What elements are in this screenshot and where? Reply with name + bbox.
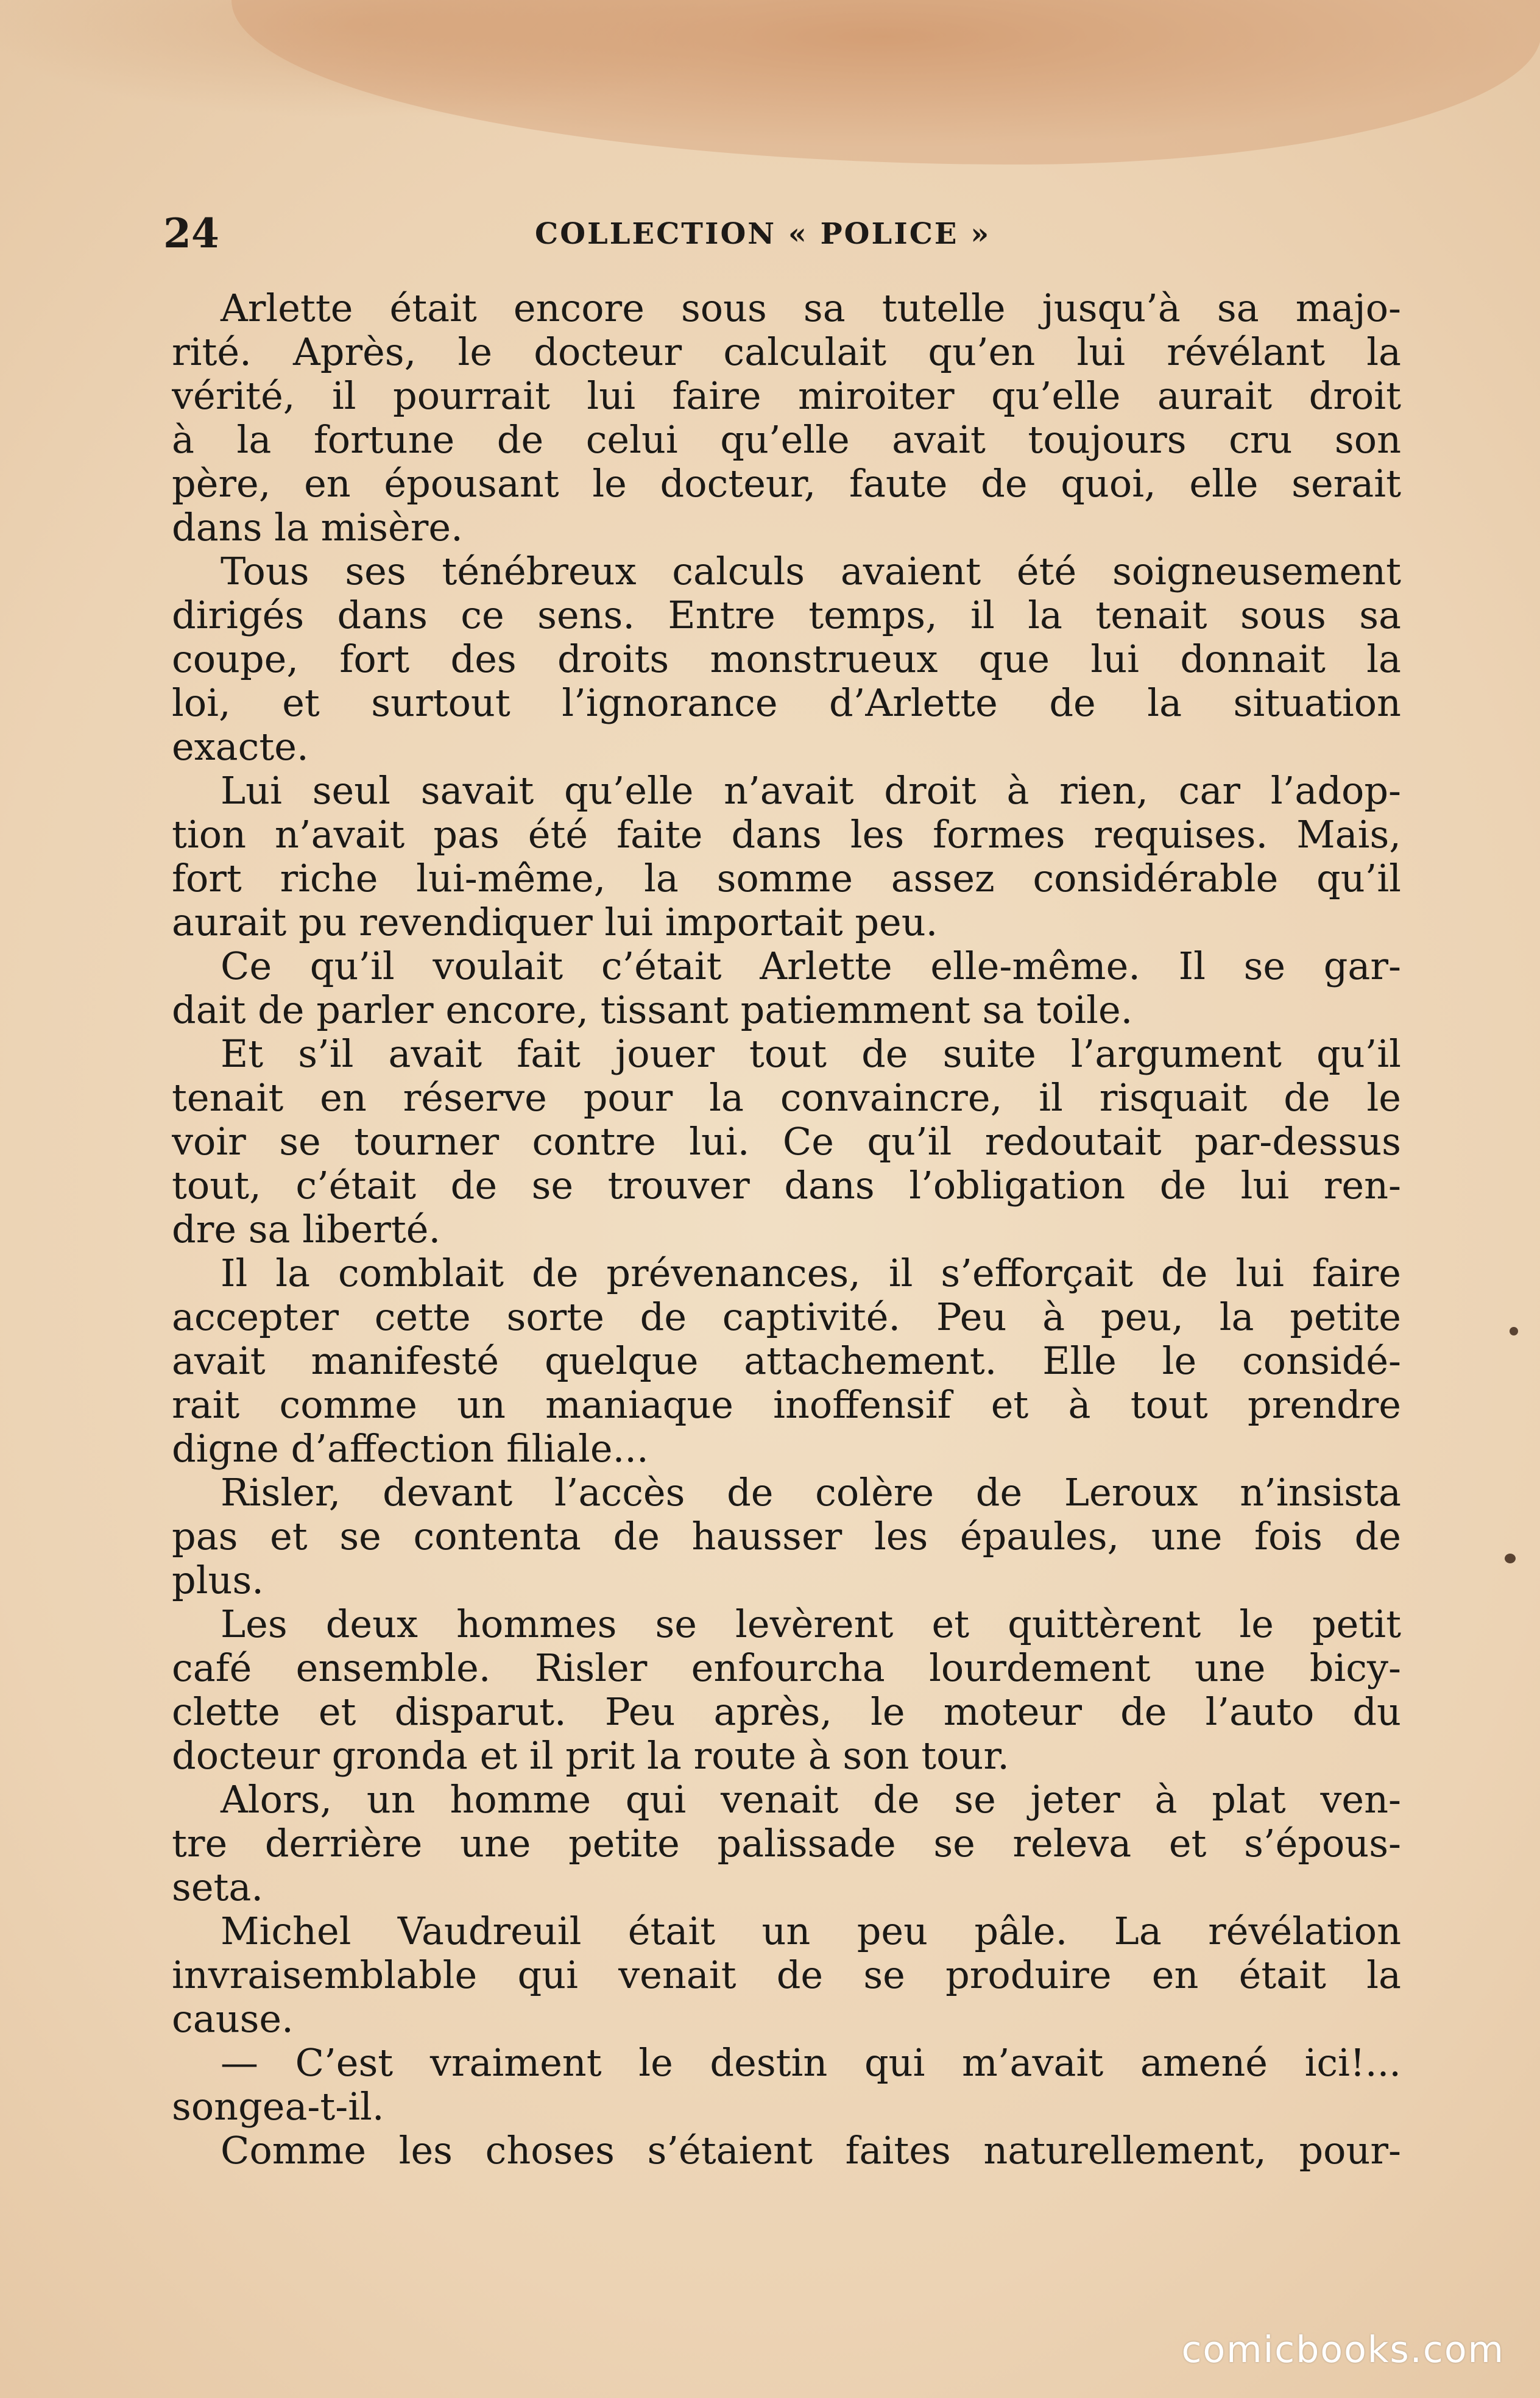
text-line: pas et se contenta de hausser les épaules, une fois de xyxy=(172,1515,1401,1558)
text-line: accepter cette sorte de captivité. Peu à peu, la petite xyxy=(172,1295,1401,1339)
text-line: fort riche lui-même, la somme assez considérable qu’il xyxy=(172,857,1401,900)
text-line: digne d’affection filiale... xyxy=(172,1427,649,1471)
text-line: Les deux hommes se levèrent et quittèrent le petit xyxy=(221,1602,1401,1646)
text-line: rait comme un maniaque inoffensif et à tout prendre xyxy=(172,1383,1401,1427)
text-line: Ce qu’il voulait c’était Arlette elle-même. Il se gar- xyxy=(221,944,1401,988)
text-line: coupe, fort des droits monstrueux que lui donnait la xyxy=(172,637,1401,681)
text-line: dre sa liberté. xyxy=(172,1208,441,1251)
text-line: dans la misère. xyxy=(172,506,463,550)
text-line: Et s’il avait fait jouer tout de suite l’argument qu’il xyxy=(221,1032,1401,1076)
text-line: plus. xyxy=(172,1558,264,1602)
text-line: docteur gronda et il prit la route à son tour. xyxy=(172,1734,1009,1778)
text-line: Lui seul savait qu’elle n’avait droit à rien, car l’adop- xyxy=(221,769,1401,813)
text-line: clette et disparut. Peu après, le moteur de l’auto du xyxy=(172,1690,1401,1734)
text-line: père, en épousant le docteur, faute de quoi, elle serait xyxy=(172,462,1401,506)
text-line: voir se tourner contre lui. Ce qu’il redoutait par-dessus xyxy=(172,1120,1401,1164)
text-line: cause. xyxy=(172,1997,294,2041)
paper-speck xyxy=(1510,1327,1518,1335)
text-line: tenait en réserve pour la convaincre, il risquait de le xyxy=(172,1076,1401,1120)
water-stain xyxy=(231,0,1540,164)
text-line: seta. xyxy=(172,1866,264,1909)
text-line: tion n’avait pas été faite dans les formes requises. Mais, xyxy=(172,813,1401,857)
text-line: tre derrière une petite palissade se releva et s’épous- xyxy=(172,1822,1401,1866)
text-line: Tous ses ténébreux calculs avaient été soigneusement xyxy=(221,550,1401,593)
text-line: songea-t-il. xyxy=(172,2085,384,2129)
text-line: vérité, il pourrait lui faire miroiter qu’elle aurait droit xyxy=(172,374,1401,418)
text-line: café ensemble. Risler enfourcha lourdement une bicy- xyxy=(172,1646,1401,1690)
text-line: Alors, un homme qui venait de se jeter à plat ven- xyxy=(221,1778,1401,1822)
text-line: — C’est vraiment le destin qui m’avait amené ici!... xyxy=(221,2041,1401,2085)
text-line: rité. Après, le docteur calculait qu’en lui révélant la xyxy=(172,330,1401,374)
text-line: avait manifesté quelque attachement. Elle le considé- xyxy=(172,1339,1401,1383)
text-line: invraisemblable qui venait de se produire en était la xyxy=(172,1953,1401,1997)
text-line: Risler, devant l’accès de colère de Leroux n’insista xyxy=(221,1471,1401,1515)
text-line: loi, et surtout l’ignorance d’Arlette de la situation xyxy=(172,681,1401,725)
page-number: 24 xyxy=(163,210,219,257)
text-line: à la fortune de celui qu’elle avait toujours cru son xyxy=(172,418,1401,462)
text-line: Michel Vaudreuil était un peu pâle. La révélation xyxy=(221,1909,1401,1953)
text-line: Il la comblait de prévenances, il s’efforçait de lui faire xyxy=(221,1251,1401,1295)
text-line: dirigés dans ce sens. Entre temps, il la tenait sous sa xyxy=(172,593,1401,637)
text-line: Arlette était encore sous sa tutelle jusqu’à sa majo- xyxy=(221,286,1401,330)
text-line: dait de parler encore, tissant patiemment sa toile. xyxy=(172,988,1133,1032)
text-line: tout, c’était de se trouver dans l’obligation de lui ren- xyxy=(172,1164,1401,1208)
text-line: exacte. xyxy=(172,725,309,769)
text-line: aurait pu revendiquer lui importait peu. xyxy=(172,900,938,944)
page-header xyxy=(163,207,1400,262)
watermark-logo: comicbooks.com xyxy=(1181,2329,1505,2371)
body-text xyxy=(172,286,1401,2173)
text-line: Comme les choses s’étaient faites naturellement, pour- xyxy=(221,2129,1401,2173)
running-head: COLLECTION « POLICE » xyxy=(535,217,991,251)
paper-speck xyxy=(1505,1554,1516,1563)
